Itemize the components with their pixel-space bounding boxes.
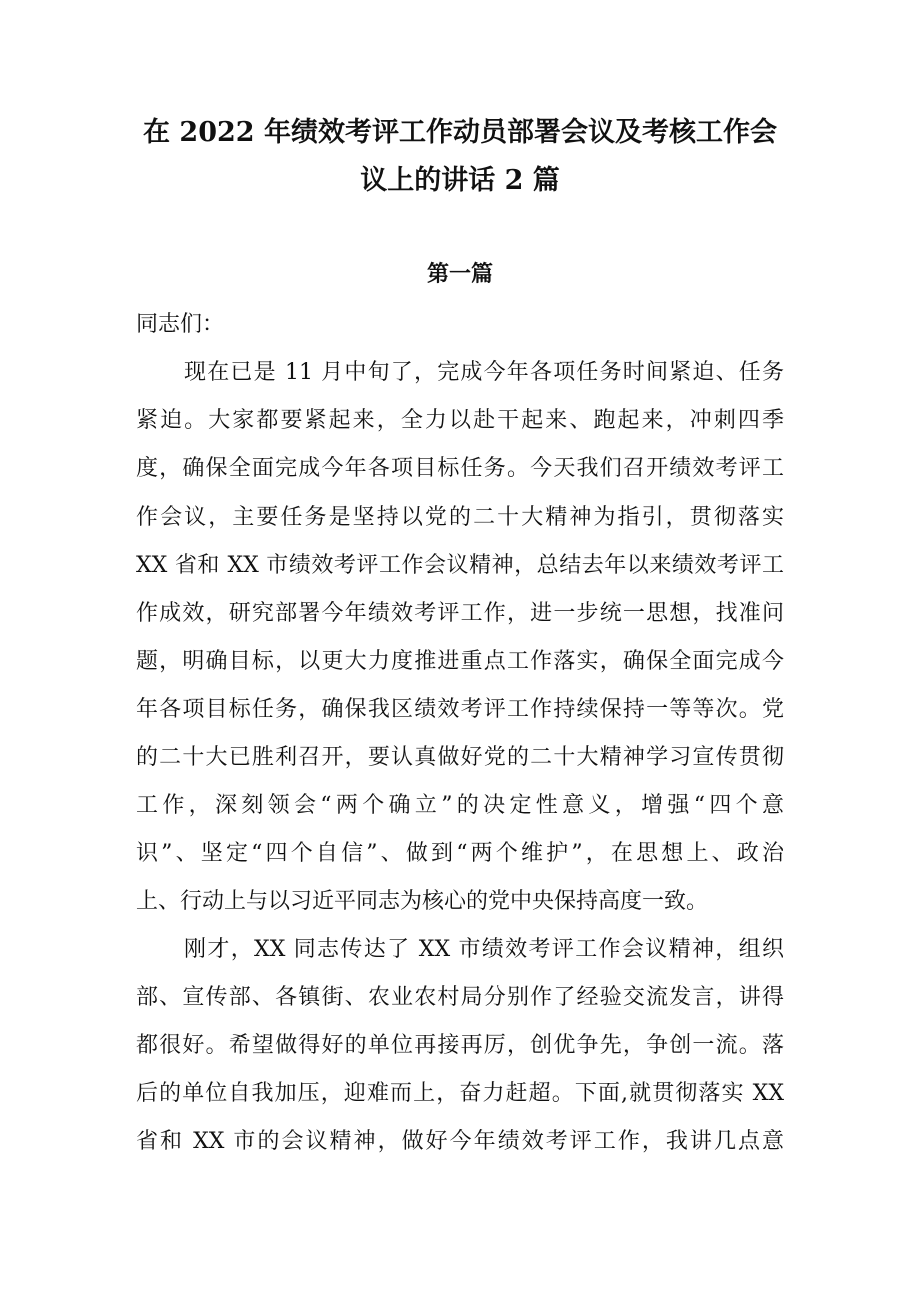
paragraph-1-line: 上、行动上与以习近平同志为核心的党中央保持高度一致。	[136, 889, 709, 914]
paragraph-1-line: 识”、坚定“四个自信”、做到“两个维护”，在思想上、政治	[136, 841, 784, 866]
document-title-line-2: 议上的讲话 2 篇	[360, 165, 560, 196]
paragraph-1-line: 现在已是 11 月中旬了，完成今年各项任务时间紧迫、任务	[184, 360, 784, 385]
paragraph-1-line: 的二十大已胜利召开，要认真做好党的二十大精神学习宣传贯彻	[136, 745, 784, 770]
paragraph-2-line: 部、宣传部、各镇街、农业农村局分别作了经验交流发言，讲得	[136, 985, 784, 1010]
paragraph-1-line: 作会议，主要任务是坚持以党的二十大精神为指引，贯彻落实	[136, 505, 784, 530]
document-title-line-1: 在 2022 年绩效考评工作动员部署会议及考核工作会	[143, 117, 777, 148]
salutation: 同志们：	[136, 312, 225, 337]
paragraph-1-line: XX 省和 XX 市绩效考评工作会议精神，总结去年以来绩效考评工	[136, 553, 784, 578]
paragraph-2-line: 后的单位自我加压，迎难而上，奋力赶超。下面,就贯彻落实 XX	[136, 1081, 784, 1106]
paragraph-1-line: 年各项目标任务，确保我区绩效考评工作持续保持一等等次。党	[136, 697, 784, 722]
paragraph-1-line: 作成效，研究部署今年绩效考评工作，进一步统一思想，找准问	[136, 601, 784, 626]
paragraph-1-line: 度，确保全面完成今年各项目标任务。今天我们召开绩效考评工	[136, 456, 784, 481]
paragraph-2-line: 都很好。希望做得好的单位再接再厉，创优争先，争创一流。落	[136, 1033, 784, 1058]
paragraph-1-line: 题，明确目标，以更大力度推进重点工作落实，确保全面完成今	[136, 649, 784, 674]
section-heading: 第一篇	[426, 261, 493, 287]
paragraph-2-line: 省和 XX 市的会议精神，做好今年绩效考评工作，我讲几点意	[136, 1129, 784, 1154]
paragraph-1-line: 紧迫。大家都要紧起来，全力以赴干起来、跑起来，冲刺四季	[136, 408, 784, 433]
paragraph-2-line: 刚才，XX 同志传达了 XX 市绩效考评工作会议精神，组织	[184, 937, 784, 962]
paragraph-1-line: 工作，深刻领会“两个确立”的决定性意义，增强“四个意	[136, 793, 784, 818]
